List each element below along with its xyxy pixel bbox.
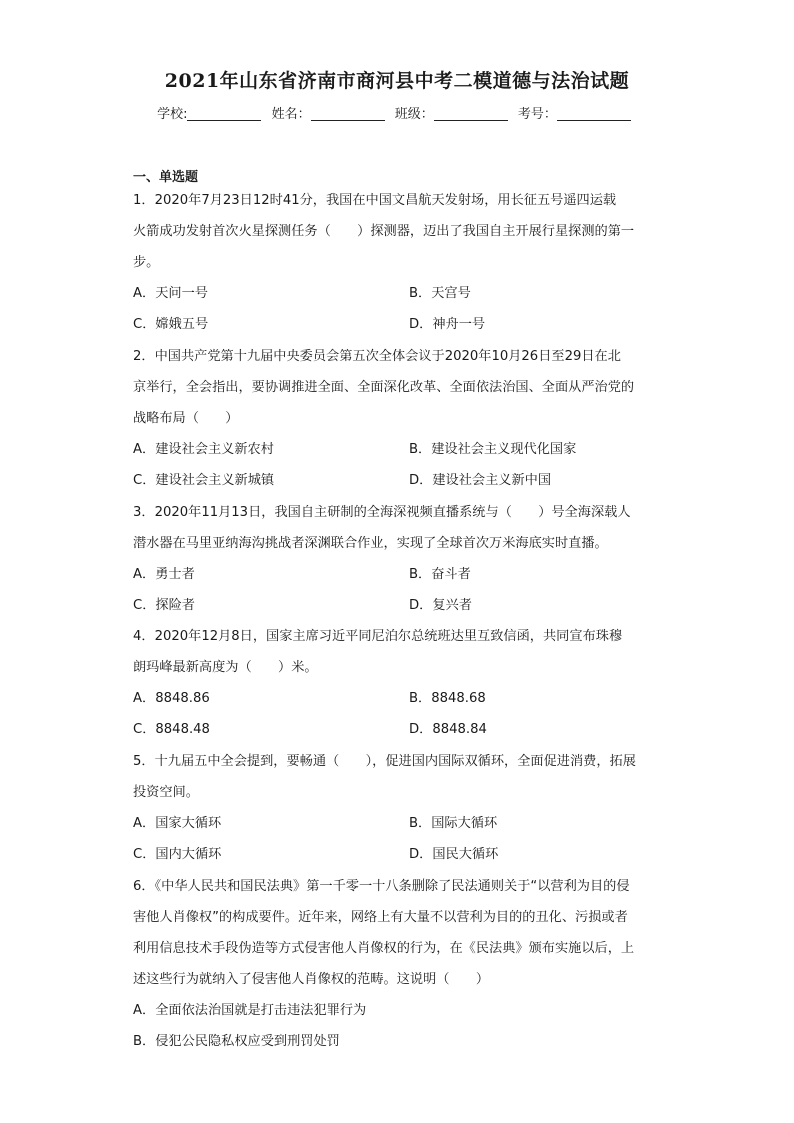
question-3-option-a[interactable]: A．勇士者: [133, 567, 195, 582]
question-2-line: 2．中国共产党第十九届中央委员会第五次全体会议于2020年10月26日至29日在北: [133, 349, 621, 364]
question-4-option-c[interactable]: C．8848.48: [133, 722, 210, 737]
question-3-line: 3．2020年11月13日，我国自主研制的全海深视频直播系统与（ ）号全海深载人: [133, 505, 631, 520]
question-2-option-a[interactable]: A．建设社会主义新农村: [133, 442, 274, 457]
question-2-option-b[interactable]: B．建设社会主义现代化国家: [409, 442, 577, 457]
page-title: 2021年山东省济南市商河县中考二模道德与法治试题: [164, 70, 630, 92]
question-4-option-d[interactable]: D．8848.84: [409, 722, 487, 737]
question-3-line: 潜水器在马里亚纳海沟挑战者深渊联合作业，实现了全球首次万米海底实时直播。: [133, 536, 608, 551]
question-6-line: 害他人肖像权”的构成要件。近年来，网络上有大量不以营利为目的的丑化、污损或者: [133, 910, 628, 925]
question-5-option-a[interactable]: A．国家大循环: [133, 816, 222, 831]
question-2-line: 京举行，全会指出，要协调推进全面、全面深化改革、全面依法治国、全面从严治党的: [133, 380, 635, 395]
school-field[interactable]: [187, 106, 261, 121]
name-field[interactable]: [311, 106, 385, 121]
question-6-line: 利用信息技术手段伪造等方式侵害他人肖像权的行为，在《民法典》颁布实施以后，上: [133, 941, 635, 956]
question-5-option-d[interactable]: D．国民大循环: [409, 847, 499, 862]
question-5-line: 5．十九届五中全会提到，要畅通（ ），促进国内国际双循环，全面促进消费，拓展: [133, 754, 636, 769]
question-6-line: 述这些行为就纳入了侵害他人肖像权的范畴。这说明（ ）: [133, 972, 490, 987]
question-6-option-a[interactable]: A．全面依法治国就是打击违法犯罪行为: [133, 1003, 367, 1018]
question-4-line: 4．2020年12月8日，国家主席习近平同尼泊尔总统班达里互致信函，共同宣布珠穆: [133, 629, 623, 644]
question-6-line: 6．《中华人民共和国民法典》第一千零一十八条删除了民法通则关于“以营利为目的侵: [133, 879, 630, 894]
question-2-option-d[interactable]: D．建设社会主义新中国: [409, 473, 552, 488]
question-1-option-c[interactable]: C．嫦娥五号: [133, 317, 209, 332]
school-label: 学校:: [157, 107, 188, 122]
question-6-option-b[interactable]: B．侵犯公民隐私权应受到刑罚处罚: [133, 1034, 340, 1049]
class-label: 班级：: [394, 107, 434, 122]
question-2-line: 战略布局（ ）: [133, 411, 239, 426]
section-heading: 一、单选题: [133, 170, 199, 185]
question-3-option-c[interactable]: C．探险者: [133, 598, 195, 613]
question-1-line: 火箭成功发射首次火星探测任务（ ）探测器，迈出了我国自主开展行星探测的第一: [133, 224, 635, 239]
exam-no-field[interactable]: [557, 106, 631, 121]
question-1-line: 步。: [133, 255, 160, 270]
class-field[interactable]: [434, 106, 508, 121]
question-5-option-c[interactable]: C．国内大循环: [133, 847, 222, 862]
question-1-option-b[interactable]: B．天宫号: [409, 286, 471, 301]
question-3-option-d[interactable]: D．复兴者: [409, 598, 472, 613]
question-3-option-b[interactable]: B．奋斗者: [409, 567, 471, 582]
question-4-option-a[interactable]: A．8848.86: [133, 691, 210, 706]
question-4-option-b[interactable]: B．8848.68: [409, 691, 486, 706]
question-2-option-c[interactable]: C．建设社会主义新城镇: [133, 473, 275, 488]
question-1-line: 1．2020年7月23日12时41分，我国在中国文昌航天发射场，用长征五号遥四运载: [133, 193, 617, 208]
student-info-row: [0, 103, 794, 122]
question-4-line: 朗玛峰最新高度为（ ）米。: [133, 660, 318, 675]
question-1-option-a[interactable]: A．天问一号: [133, 286, 208, 301]
question-5-line: 投资空间。: [133, 785, 199, 800]
name-label: 姓名：: [271, 107, 311, 122]
question-5-option-b[interactable]: B．国际大循环: [409, 816, 498, 831]
exam-no-label: 考号：: [517, 107, 557, 122]
question-1-option-d[interactable]: D．神舟一号: [409, 317, 486, 332]
